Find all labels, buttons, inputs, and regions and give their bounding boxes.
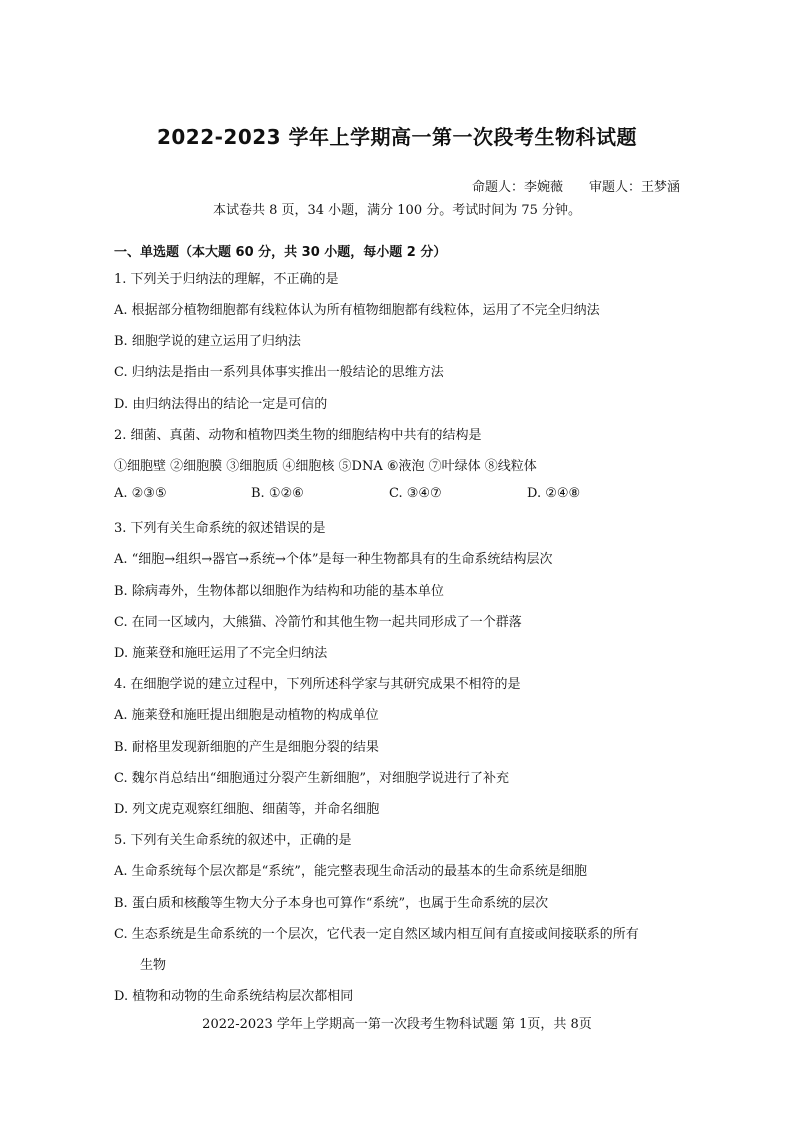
question-2-option-d: D. ②④⑧ <box>527 486 581 501</box>
question-2-stem: 2. 细菌、真菌、动物和植物四类生物的细胞结构中共有的结构是 <box>114 428 482 443</box>
question-2-option-b: B. ①②⑥ <box>251 486 304 501</box>
question-1-option-a: A. 根据部分植物细胞都有线粒体认为所有植物细胞都有线粒体，运用了不完全归纳法 <box>114 303 600 318</box>
question-5-stem: 5. 下列有关生命系统的叙述中，正确的是 <box>114 833 352 848</box>
author-line <box>466 176 680 195</box>
question-2-option-a: A. ②③⑤ <box>114 486 167 501</box>
question-3-stem: 3. 下列有关生命系统的叙述错误的是 <box>114 521 326 536</box>
page-footer: 2022-2023 学年上学期高一第一次段考生物科试题 第 1页，共 8页 <box>202 1017 592 1032</box>
question-1-option-c: C. 归纳法是指由一系列具体事实推出一般结论的思维方法 <box>114 365 444 380</box>
question-4-option-a: A. 施莱登和施旺提出细胞是动植物的构成单位 <box>114 708 379 723</box>
question-5-option-a: A. 生命系统每个层次都是“系统”，能完整表现生命活动的最基本的生命系统是细胞 <box>114 864 587 879</box>
reviewer-label: 审题人：王梦涵 <box>588 180 680 195</box>
question-3-option-b: B. 除病毒外，生物体都以细胞作为结构和功能的基本单位 <box>114 584 444 599</box>
question-3-option-d: D. 施莱登和施旺运用了不完全归纳法 <box>114 646 328 661</box>
question-4-option-b: B. 耐格里发现新细胞的产生是细胞分裂的结果 <box>114 740 379 755</box>
question-2-option-c: C. ③④⑦ <box>389 486 442 501</box>
question-5-option-c-continued: 生物 <box>140 958 167 973</box>
question-3-option-a: A. “细胞→组织→器官→系统→个体”是每一种生物都具有的生命系统结构层次 <box>114 552 553 567</box>
question-5-option-d: D. 植物和动物的生命系统结构层次都相同 <box>114 989 354 1004</box>
question-5-option-c: C. 生态系统是生命系统的一个层次，它代表一定自然区域内相互间有直接或间接联系的所有 <box>114 927 639 942</box>
question-2-items: ①细胞壁 ②细胞膜 ③细胞质 ④细胞核 ⑤DNA ⑥液泡 ⑦叶绿体 ⑧线粒体 <box>114 459 537 474</box>
question-1-option-d: D. 由归纳法得出的结论一定是可信的 <box>114 397 328 412</box>
author-label: 命题人：李婉薇 <box>471 180 563 195</box>
question-3-option-c: C. 在同一区域内，大熊猫、冷箭竹和其他生物一起共同形成了一个群落 <box>114 615 522 630</box>
question-4-stem: 4. 在细胞学说的建立过程中，下列所述科学家与其研究成果不相符的是 <box>114 677 521 692</box>
question-1-option-b: B. 细胞学说的建立运用了归纳法 <box>114 334 301 349</box>
exam-info: 本试卷共 8 页，34 小题，满分 100 分。考试时间为 75 分钟。 <box>212 203 582 218</box>
question-1-stem: 1. 下列关于归纳法的理解，不正确的是 <box>114 272 339 287</box>
question-5-option-b: B. 蛋白质和核酸等生物大分子本身也可算作“系统”，也属于生命系统的层次 <box>114 896 549 911</box>
question-4-option-c: C. 魏尔肖总结出“细胞通过分裂产生新细胞”，对细胞学说进行了补充 <box>114 771 510 786</box>
question-4-option-d: D. 列文虎克观察红细胞、细菌等，并命名细胞 <box>114 802 380 817</box>
section-heading: 一、单选题（本大题 60 分，共 30 小题，每小题 2 分） <box>114 245 447 260</box>
exam-title: 2022-2023 学年上学期高一第一次段考生物科试题 <box>156 125 638 149</box>
